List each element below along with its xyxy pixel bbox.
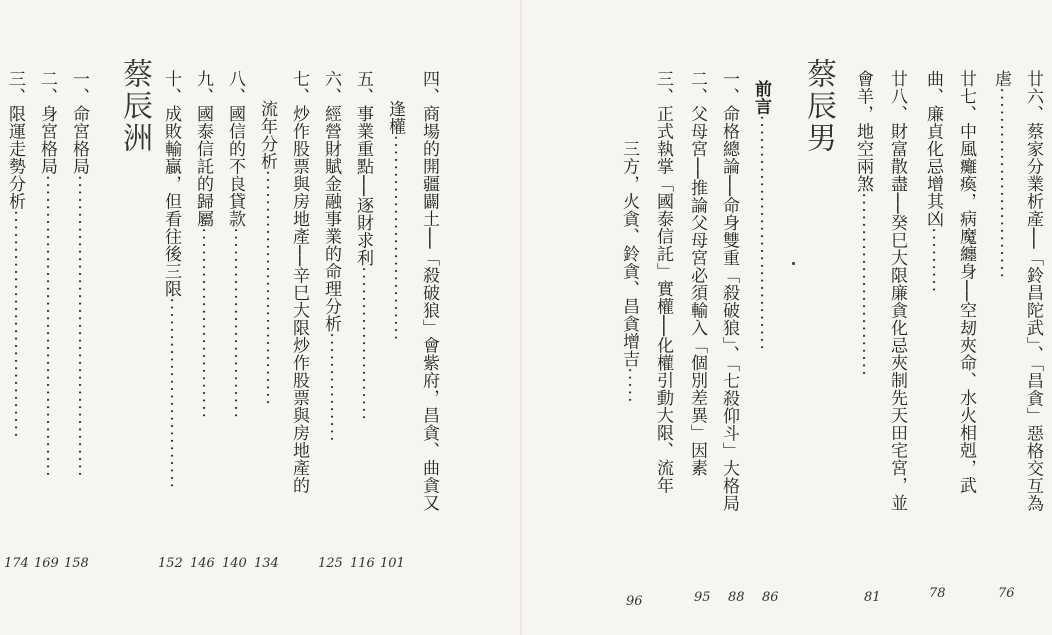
page-number: 158 [64,556,89,571]
toc-entry-9: 九、國泰信託的歸屬·························· [193,70,213,420]
toc-entry-life-palace: 一、命宮格局········································· [69,70,89,479]
toc-entry-10: 十、成敗輸贏，但看往後三限·························· [161,70,181,490]
leader-dots: ········································· [69,175,89,479]
toc-entry-8: 八、國信的不良貸款·························· [225,70,245,420]
section-heading: 蔡辰男 [801,58,836,154]
page-number: 152 [158,556,183,571]
leader-dots: ···························· [385,135,405,343]
page-number: 88 [728,590,745,605]
leader-dots: ····· [619,367,639,405]
leader-dots: ·························· [991,87,1011,280]
toc-entry-fortune: 三、限運走勢分析······························· [5,70,25,440]
page-number: 81 [864,590,881,605]
leader-dots: ·························· [161,297,181,490]
toc-entry-27-cont: 曲、廉貞化忌增其凶········· [923,70,943,295]
leader-dots: ······························· [5,210,25,440]
toc-entry-4: 四、商場的開疆闢土──「殺破狼」會紫府，昌貪、曲貪又 [419,70,439,512]
leader-dots: ·························· [193,227,213,420]
toc-entry-5: 五、事業重點──逐財求利····················· [353,70,373,422]
toc-entry-3: 三、正式執掌「國泰信託」實權──化權引動大限、流年 [653,70,673,494]
leader-dots: ········· [923,227,943,295]
leader-dots: ····················· [353,266,373,422]
toc-entry-26-text: 廿六、蔡家分業析產──「鈴昌陀武」、「昌貪」惡格交互為 [1023,70,1043,512]
page-number: 96 [626,594,643,609]
page-number: 101 [380,556,405,571]
leader-dots: ········································· [37,175,57,479]
toc-entry-3-cont: 三方，火貪、鈴貪、昌貪增吉····· [619,140,639,405]
page-number: 76 [998,586,1015,601]
toc-entry-2: 二、父母宮──推論父母宮必須輸入「個別差異」因素 [687,70,707,477]
page-number: 169 [34,556,59,571]
page-number: 134 [254,556,279,571]
leader-dots: ·························· [225,227,245,420]
toc-entry-body-palace: 二、身宮格局········································· [37,70,57,479]
section-heading: 蔡辰洲 [117,58,152,154]
toc-entry-26-cont: 虐·························· [991,70,1011,280]
page-number: 95 [694,590,711,605]
ink-speck [792,262,795,265]
leader-dots: ································ [751,115,771,352]
toc-entry-7-cont: 流年分析································ [257,100,277,407]
page-number: 78 [929,586,946,601]
toc-entry-6: 六、經營財賦金融事業的命理分析··············· [321,70,341,444]
page-number: 116 [350,556,375,571]
page-number: 146 [190,556,215,571]
toc-entry-7: 七、炒作股票與房地產──辛巳大限炒作股票與房地產的 [289,70,309,494]
page-number: 125 [318,556,343,571]
toc-entry-28-cont: 會羊，地空兩煞························· [853,70,873,378]
page-number: 140 [222,556,247,571]
page-number: 174 [4,556,29,571]
leader-dots: ································ [257,170,277,407]
leader-dots: ························· [853,192,873,378]
page-fold [520,0,522,635]
toc-entry-preface: 前言································ [751,80,771,352]
toc-entry-1: 一、命格總論──命身雙重「殺破狼」、「七殺仰斗」大格局 [719,70,739,512]
toc-entry-4-cont: 逢權···························· [385,100,405,343]
page-number: 86 [762,590,779,605]
toc-entry-28: 廿八、財富散盡──癸巳大限廉貪化忌夾制先天田宅宮，並 [887,70,907,512]
toc-entry-27: 廿七、中風癱瘓，病魔纏身──空刼夾命、水火相剋，武 [956,70,976,494]
leader-dots: ··············· [321,332,341,444]
toc-entry-26 [1022,70,1044,512]
